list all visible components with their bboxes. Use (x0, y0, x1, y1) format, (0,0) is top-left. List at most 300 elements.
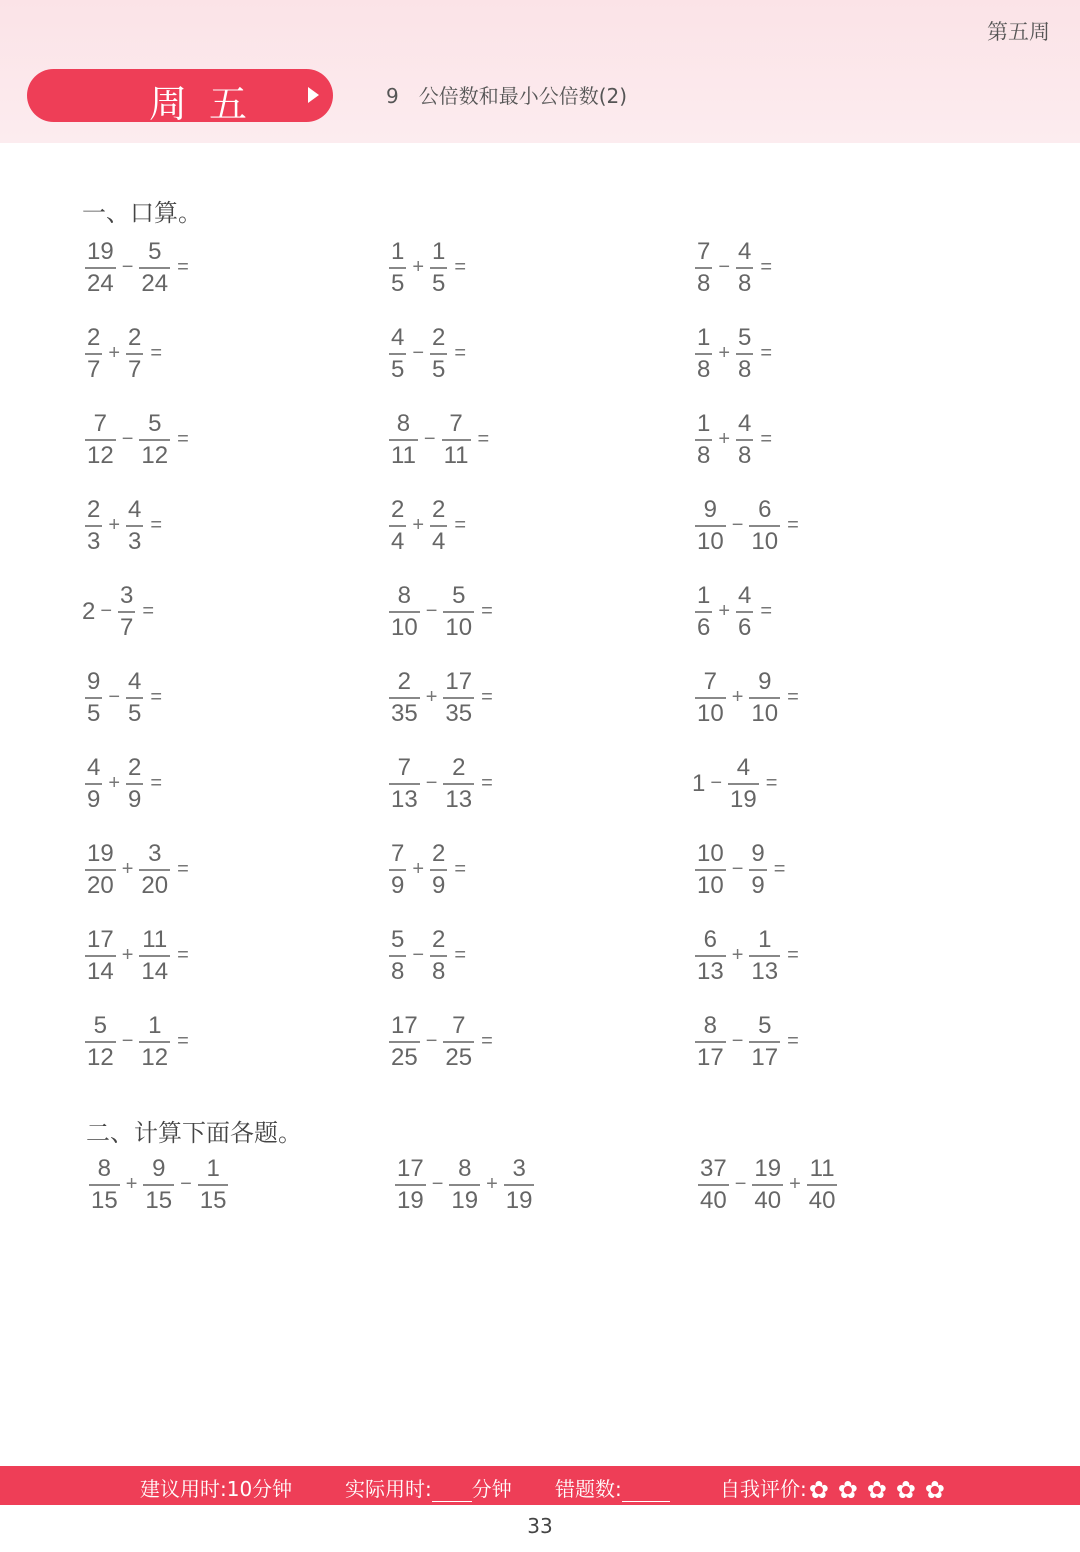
equals-sign: = (760, 342, 773, 365)
problem (82, 1012, 189, 1072)
operator: − (731, 514, 744, 537)
fraction-bar (198, 1184, 229, 1186)
fraction (749, 926, 780, 986)
fraction-bar (695, 955, 726, 957)
problem (386, 238, 466, 298)
fraction-bar (85, 783, 102, 785)
fraction (695, 410, 712, 470)
fraction (449, 1155, 480, 1215)
numerator: 2 (397, 668, 412, 695)
problem (386, 926, 466, 986)
fraction-bar (139, 955, 170, 957)
operator: + (425, 686, 438, 709)
operator: + (718, 342, 731, 365)
numerator: 9 (758, 668, 772, 695)
equals-sign: = (787, 686, 799, 709)
denominator: 15 (199, 1186, 227, 1214)
fraction-bar (126, 783, 143, 785)
section-1-title: 一、口算。 (82, 199, 202, 227)
denominator: 40 (700, 1186, 727, 1214)
operator: + (486, 1173, 498, 1196)
flower-icon[interactable] (809, 1480, 831, 1502)
day-label: 周五 (149, 82, 270, 126)
operator: − (718, 256, 731, 279)
numerator: 2 (452, 754, 466, 781)
equals-sign: = (177, 858, 189, 881)
fraction (85, 324, 102, 384)
denominator: 13 (751, 957, 779, 985)
numerator: 1 (758, 926, 772, 953)
operator: − (100, 600, 113, 623)
operator: + (731, 686, 744, 709)
fraction-bar (430, 955, 447, 957)
fraction (443, 1012, 474, 1072)
denominator: 9 (751, 871, 765, 899)
denominator: 19 (730, 785, 757, 813)
fraction (389, 324, 406, 384)
denominator: 19 (505, 1186, 533, 1214)
numerator: 2 (432, 324, 446, 351)
fraction (139, 410, 170, 470)
denominator: 8 (738, 441, 752, 469)
numerator: 4 (738, 582, 752, 609)
fraction (695, 840, 726, 900)
equals-sign: = (454, 256, 467, 279)
equals-sign: = (477, 428, 490, 451)
fraction-bar (389, 611, 420, 613)
problem (386, 410, 489, 470)
denominator: 10 (697, 699, 724, 727)
numerator: 4 (128, 668, 142, 695)
fraction-bar (126, 525, 143, 527)
numerator: 6 (703, 926, 718, 953)
numerator: 1 (206, 1155, 220, 1182)
problem (692, 410, 772, 470)
operator: − (731, 858, 744, 881)
denominator: 5 (87, 699, 101, 727)
denominator: 8 (391, 957, 405, 985)
numerator: 19 (754, 1155, 782, 1182)
operator: + (121, 944, 134, 967)
equals-sign: = (787, 514, 799, 537)
numerator: 7 (452, 1012, 466, 1039)
denominator: 9 (87, 785, 101, 813)
fraction-bar (752, 1184, 783, 1186)
equals-sign: = (481, 772, 493, 795)
numerator: 8 (396, 410, 411, 437)
fraction-bar (389, 955, 406, 957)
fraction-bar (695, 525, 726, 527)
error-count (555, 1473, 670, 1502)
problem (692, 840, 785, 900)
problem (692, 324, 772, 384)
fraction (736, 324, 753, 384)
numerator: 3 (120, 582, 134, 609)
denominator: 8 (697, 355, 711, 383)
numerator: 37 (700, 1155, 727, 1182)
numerator: 9 (152, 1155, 166, 1182)
fraction-bar (85, 525, 102, 527)
fraction (85, 496, 102, 556)
fraction (389, 496, 406, 556)
fraction (198, 1155, 229, 1215)
fraction (443, 582, 474, 642)
problem (386, 324, 466, 384)
operator: + (108, 772, 121, 795)
numerator: 8 (397, 582, 412, 609)
fraction (85, 926, 116, 986)
equals-sign: = (773, 858, 786, 881)
operator: − (423, 428, 436, 451)
fraction (389, 754, 420, 814)
fraction-bar (695, 697, 726, 699)
fraction-bar (126, 697, 143, 699)
operator: − (180, 1173, 192, 1196)
problem (82, 668, 162, 728)
numerator: 8 (97, 1155, 112, 1182)
denominator: 3 (128, 527, 142, 555)
problem (82, 238, 189, 298)
fraction-bar (126, 353, 143, 355)
equals-sign: = (481, 1030, 493, 1053)
operator: − (121, 256, 134, 279)
equals-sign: = (454, 944, 467, 967)
denominator: 14 (141, 957, 169, 985)
denominator: 3 (87, 527, 101, 555)
problem (692, 668, 799, 728)
numerator: 5 (452, 582, 466, 609)
denominator: 17 (751, 1043, 779, 1071)
operator: − (731, 1030, 744, 1053)
fraction (728, 754, 759, 814)
day-banner (27, 69, 333, 126)
problem (692, 1012, 799, 1072)
numerator: 4 (738, 238, 752, 265)
operator: + (125, 1173, 138, 1196)
equals-sign: = (760, 256, 773, 279)
denominator: 9 (391, 871, 405, 899)
fraction-bar (139, 439, 170, 441)
fraction (442, 410, 471, 470)
fraction (443, 754, 474, 814)
numerator: 9 (751, 840, 765, 867)
whole-number: 2 (82, 597, 96, 625)
denominator: 12 (87, 1043, 114, 1071)
fraction-bar (443, 783, 474, 785)
denominator: 13 (391, 785, 418, 813)
fraction-bar (430, 525, 447, 527)
flower-icon[interactable] (896, 1480, 918, 1502)
fraction (85, 754, 102, 814)
fraction-bar (749, 869, 766, 871)
operator: − (734, 1173, 747, 1196)
numerator: 5 (738, 324, 752, 351)
suggested-time: 建议用时:10分钟 (140, 1477, 293, 1501)
numerator: 17 (87, 926, 114, 953)
equals-sign: = (481, 686, 493, 709)
numerator: 2 (432, 926, 446, 953)
footer-band (0, 1466, 1080, 1505)
fraction-bar (695, 267, 712, 269)
arrow-right-icon (308, 87, 319, 103)
denominator: 8 (738, 269, 752, 297)
fraction (126, 668, 143, 728)
denominator: 10 (391, 613, 418, 641)
fraction (85, 668, 102, 728)
whole-number: 1 (692, 769, 706, 797)
numerator: 7 (449, 410, 463, 437)
operator: + (412, 514, 425, 537)
fraction-bar (389, 869, 406, 871)
numerator: 1 (391, 238, 405, 265)
operator: + (789, 1173, 801, 1196)
fraction (698, 1155, 729, 1215)
flower-icon[interactable] (867, 1480, 889, 1502)
fraction (85, 238, 116, 298)
fraction-bar (395, 1184, 426, 1186)
fraction (85, 1012, 116, 1072)
denominator: 4 (391, 527, 405, 555)
numerator: 5 (93, 1012, 108, 1039)
numerator: 2 (391, 496, 405, 523)
problem (386, 754, 493, 814)
fraction-bar (85, 353, 102, 355)
denominator: 4 (432, 527, 446, 555)
equals-sign: = (454, 858, 467, 881)
fraction (443, 668, 474, 728)
week-label: 第五周 (987, 20, 1050, 44)
equals-sign: = (454, 342, 467, 365)
fraction-bar (749, 1041, 780, 1043)
operator: − (425, 772, 438, 795)
denominator: 35 (445, 699, 473, 727)
fraction-bar (749, 525, 780, 527)
problem (386, 1012, 493, 1072)
denominator: 7 (120, 613, 134, 641)
numerator: 1 (432, 238, 446, 265)
fraction (695, 238, 712, 298)
fraction-bar (698, 1184, 729, 1186)
fraction (430, 324, 447, 384)
fraction-bar (85, 869, 116, 871)
denominator: 8 (697, 441, 711, 469)
numerator: 6 (758, 496, 772, 523)
fraction (749, 840, 766, 900)
denominator: 10 (751, 699, 779, 727)
numerator: 5 (148, 238, 162, 265)
numerator: 2 (432, 496, 446, 523)
numerator: 4 (391, 324, 405, 351)
fraction-bar (736, 439, 753, 441)
actual-time-blank[interactable] (432, 1481, 472, 1502)
page-number: 33 (527, 1514, 553, 1538)
equals-sign: = (177, 256, 189, 279)
denominator: 9 (432, 871, 446, 899)
fraction (736, 238, 753, 298)
denominator: 12 (87, 441, 114, 469)
fraction (749, 668, 780, 728)
numerator: 1 (148, 1012, 162, 1039)
fraction-bar (736, 611, 753, 613)
actual-time-unit: 分钟 (471, 1477, 512, 1501)
fraction-bar (695, 611, 712, 613)
problem (82, 496, 162, 556)
denominator: 13 (445, 785, 473, 813)
denominator: 10 (751, 527, 779, 555)
problem (386, 582, 493, 642)
operator: − (121, 428, 134, 451)
fraction (139, 926, 170, 986)
operator: − (108, 686, 121, 709)
equals-sign: = (150, 772, 163, 795)
fraction-bar (695, 1041, 726, 1043)
denominator: 19 (397, 1186, 424, 1214)
numerator: 5 (758, 1012, 772, 1039)
fraction-bar (430, 267, 447, 269)
fraction (389, 668, 420, 728)
fraction (736, 410, 753, 470)
fraction-bar (139, 1041, 170, 1043)
fraction-bar (389, 525, 406, 527)
fraction (695, 324, 712, 384)
operator: + (121, 858, 134, 881)
operator: + (412, 858, 425, 881)
denominator: 25 (391, 1043, 418, 1071)
section-2-title: 二、计算下面各题。 (86, 1119, 302, 1147)
fraction (89, 1155, 120, 1215)
problem (82, 324, 162, 384)
denominator: 20 (141, 871, 169, 899)
fraction (749, 1012, 780, 1072)
numerator: 8 (458, 1155, 472, 1182)
equals-sign: = (177, 428, 189, 451)
flower-icon[interactable] (925, 1480, 947, 1502)
fraction (389, 840, 406, 900)
fraction-bar (389, 697, 420, 699)
error-count-label: 错题数: (555, 1477, 622, 1501)
numerator: 3 (148, 840, 162, 867)
fraction (430, 496, 447, 556)
problem (82, 926, 189, 986)
problem (82, 840, 189, 900)
fraction-bar (749, 697, 780, 699)
fraction (807, 1155, 838, 1215)
denominator: 11 (391, 441, 416, 469)
fraction-bar (736, 353, 753, 355)
problem (692, 754, 777, 814)
fraction (118, 582, 135, 642)
self-eval-label: 自我评价: (720, 1477, 807, 1501)
denominator: 20 (87, 871, 114, 899)
fraction-bar (118, 611, 135, 613)
denominator: 7 (128, 355, 142, 383)
fraction (695, 582, 712, 642)
denominator: 14 (87, 957, 114, 985)
self-evaluation (720, 1473, 947, 1502)
fraction-bar (389, 267, 406, 269)
equals-sign: = (177, 944, 189, 967)
operator: − (431, 1173, 444, 1196)
denominator: 6 (738, 613, 752, 641)
equals-sign: = (760, 600, 773, 623)
equals-sign: = (150, 514, 163, 537)
fraction-bar (389, 353, 406, 355)
fraction-bar (85, 1041, 116, 1043)
numerator: 5 (148, 410, 162, 437)
numerator: 2 (128, 324, 142, 351)
problem (386, 496, 466, 556)
problem (82, 410, 189, 470)
problem (392, 1155, 537, 1215)
fraction (389, 238, 406, 298)
denominator: 12 (141, 441, 169, 469)
numerator: 17 (391, 1012, 418, 1039)
fraction-bar (430, 353, 447, 355)
denominator: 6 (697, 613, 711, 641)
numerator: 2 (432, 840, 446, 867)
fraction (430, 926, 447, 986)
denominator: 13 (697, 957, 724, 985)
fraction-bar (695, 439, 712, 441)
error-count-blank[interactable] (622, 1481, 670, 1502)
denominator: 5 (128, 699, 142, 727)
fraction-bar (139, 869, 170, 871)
fraction-bar (389, 783, 420, 785)
fraction (126, 324, 143, 384)
denominator: 15 (145, 1186, 173, 1214)
lesson-title: 9 公倍数和最小公倍数(2) (386, 84, 628, 108)
fraction (430, 840, 447, 900)
flower-icon[interactable] (838, 1480, 860, 1502)
fraction (139, 1012, 170, 1072)
numerator: 9 (703, 496, 718, 523)
problem (82, 582, 154, 642)
numerator: 3 (512, 1155, 526, 1182)
operator: + (108, 514, 121, 537)
operator: − (710, 772, 723, 795)
denominator: 8 (432, 957, 446, 985)
operator: − (425, 1030, 438, 1053)
fraction-bar (430, 869, 447, 871)
fraction (752, 1155, 783, 1215)
fraction-bar (695, 353, 712, 355)
numerator: 1 (697, 324, 711, 351)
equals-sign: = (142, 600, 155, 623)
numerator: 19 (87, 840, 114, 867)
denominator: 5 (391, 355, 405, 383)
numerator: 2 (87, 496, 101, 523)
denominator: 24 (87, 269, 114, 297)
denominator: 10 (697, 527, 724, 555)
actual-time (345, 1473, 512, 1502)
equals-sign: = (150, 342, 163, 365)
denominator: 7 (87, 355, 101, 383)
denominator: 40 (808, 1186, 836, 1214)
fraction (85, 840, 116, 900)
numerator: 19 (87, 238, 114, 265)
operator: + (412, 256, 425, 279)
fraction-bar (85, 955, 116, 957)
denominator: 10 (697, 871, 724, 899)
fraction-bar (89, 1184, 120, 1186)
fraction-bar (736, 267, 753, 269)
fraction (389, 582, 420, 642)
denominator: 35 (391, 699, 418, 727)
denominator: 5 (432, 269, 446, 297)
fraction (695, 668, 726, 728)
numerator: 11 (809, 1155, 835, 1182)
operator: + (108, 342, 121, 365)
